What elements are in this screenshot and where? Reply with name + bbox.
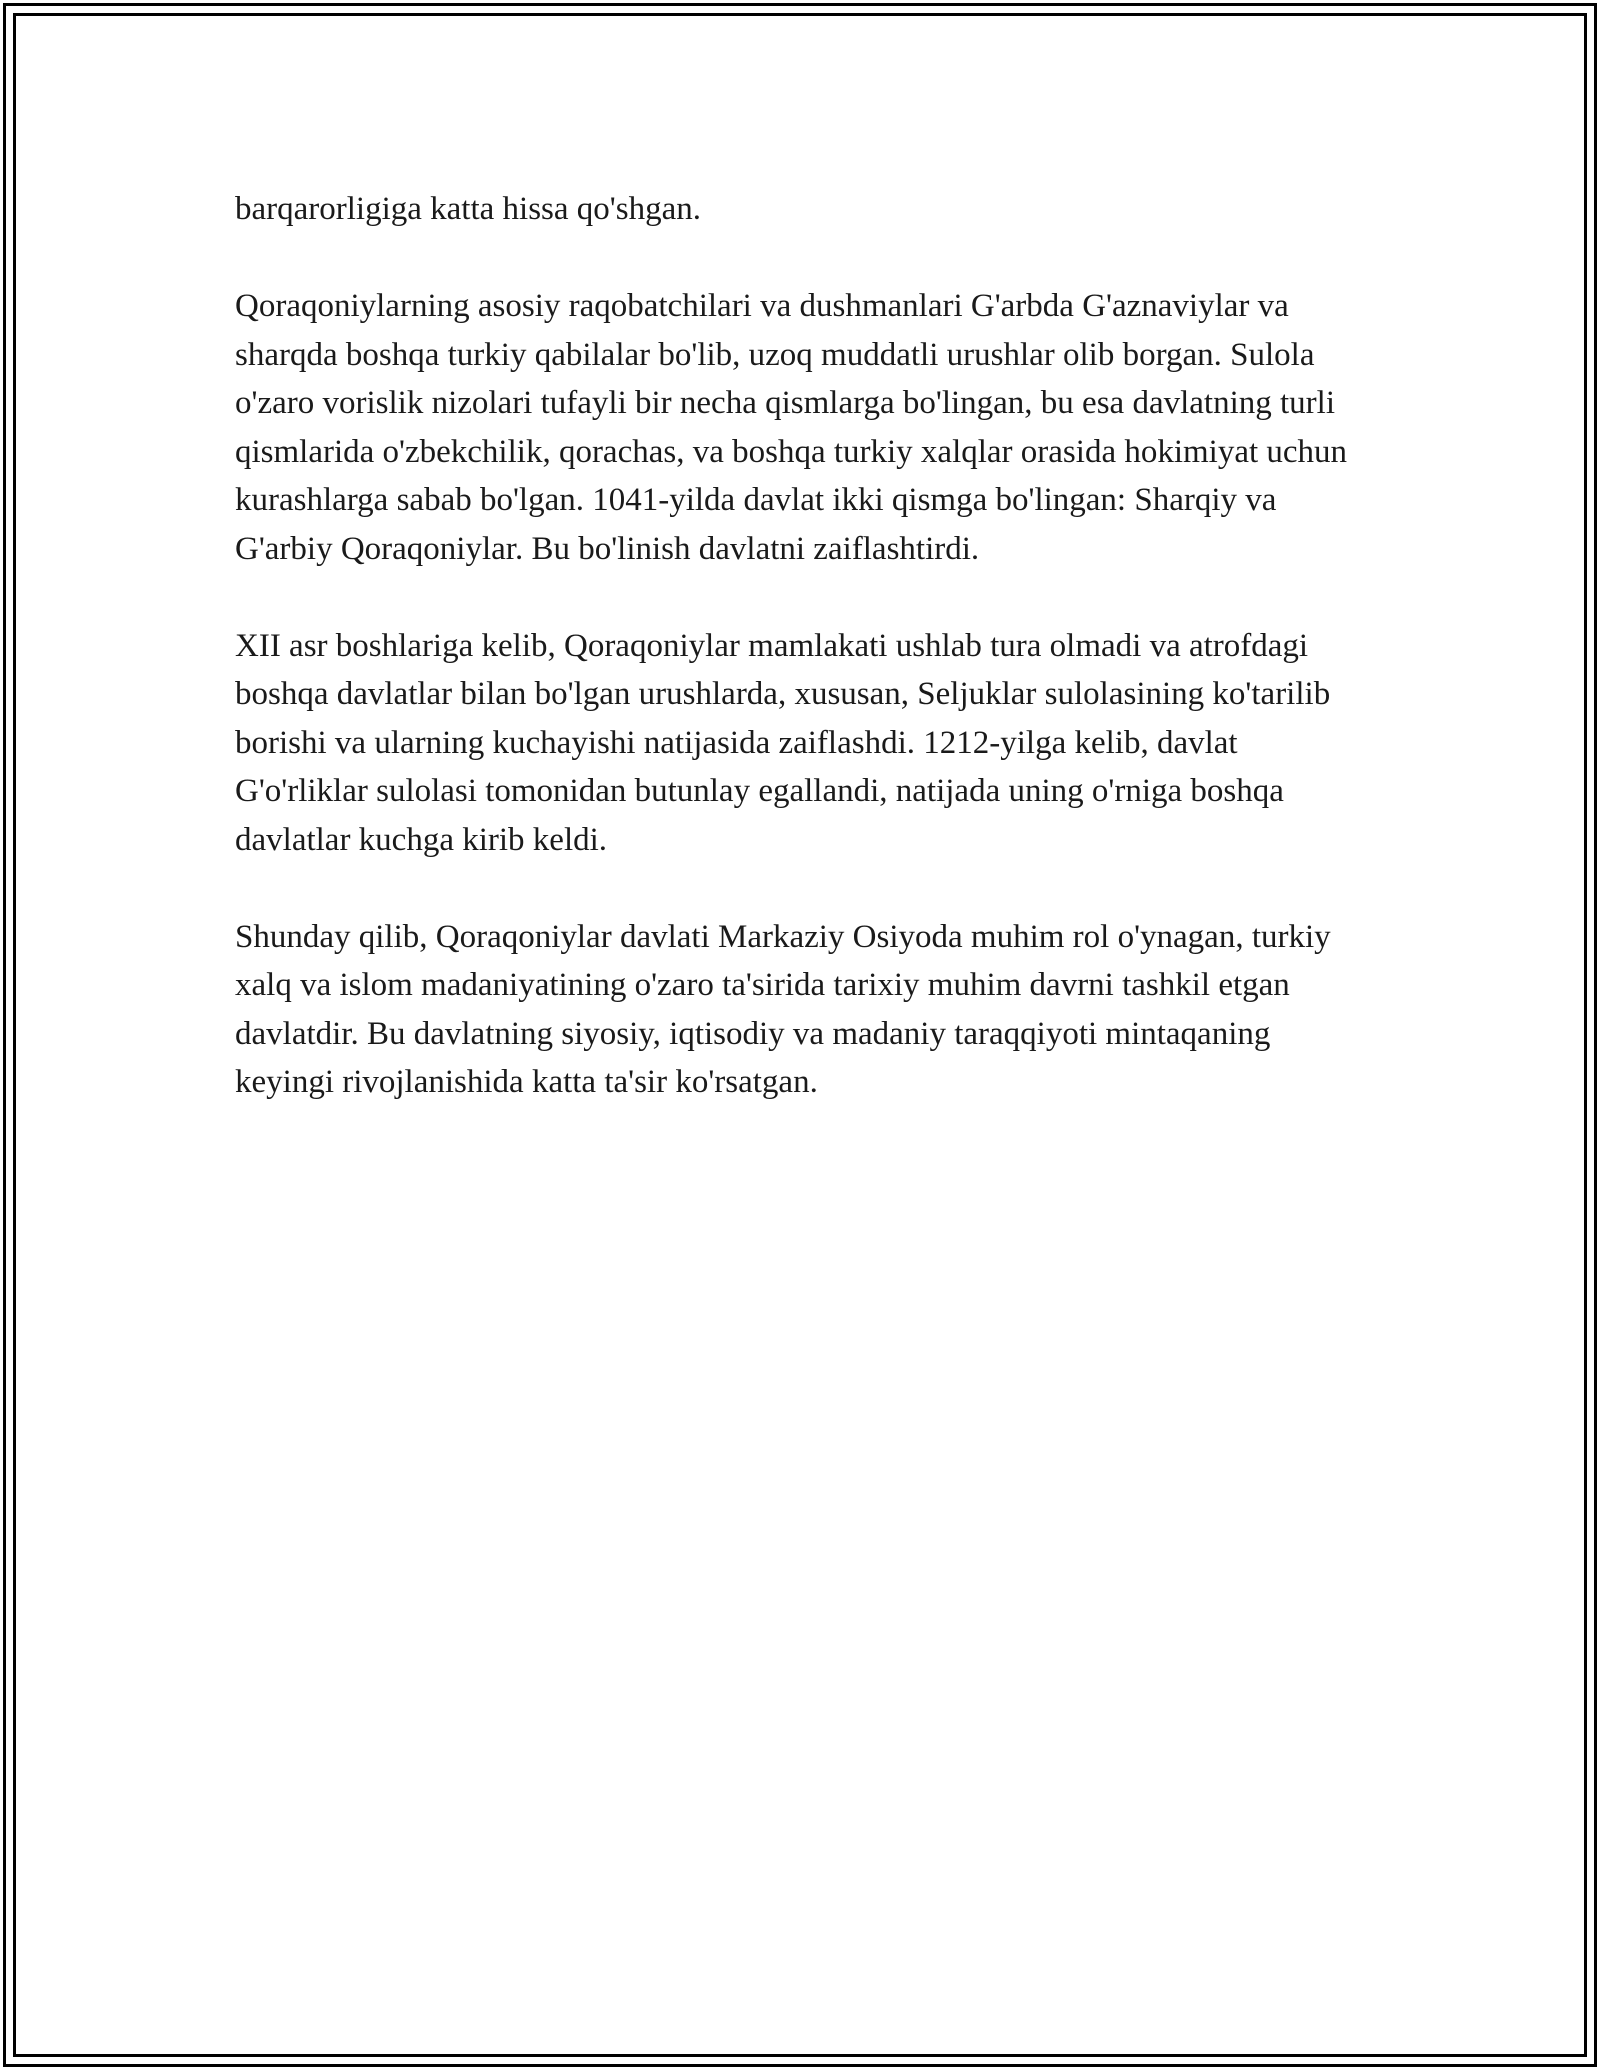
- paragraph-continuation: barqarorligiga katta hissa qo'shgan.: [235, 191, 701, 227]
- paragraph-conclusion: Shunday qilib, Qoraqoniylar davlati Markaziy Osiyoda muhim rol o'ynagan, turkiy xalq va islom madaniyatining o'zaro ta'sirida tarixiy muhim davrni tashkil etgan davlatdir. Bu davlatning siyosiy, iqtisodiy va madaniy taraqqiyoti mintaqaning keyingi rivojlanishida katta ta'sir ko'rsatgan.: [235, 918, 1331, 1100]
- paragraph-decline: XII asr boshlariga kelib, Qoraqoniylar mamlakati ushlab tura olmadi va atrofdagi boshqa davlatlar bilan bo'lgan urushlarda, xususan, Seljuklar sulolasining ko'tarilib borishi va ularning kuchayishi natijasida zaiflashdi. 1212-yilga kelib, davlat G'o'rliklar sulolasi tomonidan butunlay egallandi, natijada uning o'rniga boshqa davlatlar kuchga kirib keldi.: [235, 627, 1331, 858]
- document-body: [235, 185, 1375, 1155]
- paragraph-rivals-and-division: Qoraqoniylarning asosiy raqobatchilari va dushmanlari G'arbda G'aznaviylar va sharqda boshqa turkiy qabilalar bo'lib, uzoq muddatli urushlar olib borgan. Sulola o'zaro vorislik nizolari tufayli bir necha qismlarga bo'lingan, bu esa davlatning turli qismlarida o'zbekchilik, qorachas, va boshqa turkiy xalqlar orasida hokimiyat uchun kurashlarga sabab bo'lgan. 1041-yilda davlat ikki qismga bo'lingan: Sharqiy va G'arbiy Qoraqoniylar. Bu bo'linish davlatni zaiflashtirdi.: [235, 288, 1348, 567]
